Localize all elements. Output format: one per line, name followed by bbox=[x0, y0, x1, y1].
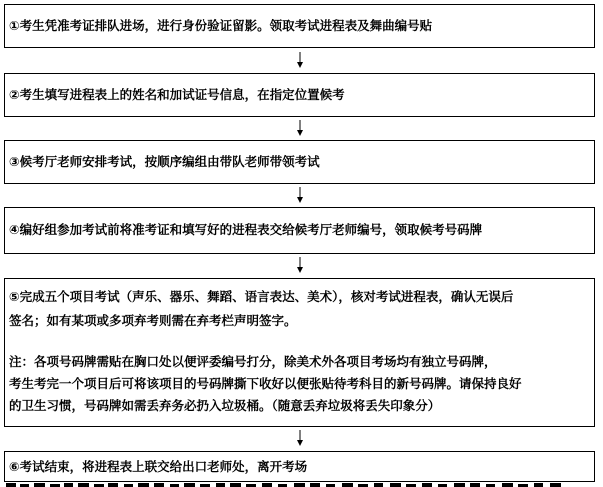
step-text-5-line2: 签名；如有某项或多项弃考则需在弃考栏声明签字。 bbox=[9, 313, 297, 328]
step-text-1: ①考生凭准考证排队进场，进行身份验证留影。领取考试进程表及舞曲编号贴 bbox=[9, 18, 433, 33]
step-box-3 bbox=[4, 140, 595, 184]
step-text-4: ④编好组参加考试前将准考证和填写好的进程表交给候考厅老师编号，领取候考号码牌 bbox=[9, 222, 483, 237]
down-arrow-icon bbox=[294, 52, 306, 69]
step-text-6: ⑥考试结束，将进程表上联交给出口老师处，离开考场 bbox=[9, 459, 308, 474]
step-box-6 bbox=[4, 451, 595, 482]
step-text-3: ③候考厅老师安排考试，按顺序编组由带队老师带领考试 bbox=[9, 154, 320, 169]
down-arrow-icon bbox=[294, 187, 306, 204]
note-line-1: 注：各项号码牌需贴在胸口处以便评委编号打分，除美术外各项目考场均有独立号码牌， bbox=[9, 354, 497, 369]
note-line-2: 考生考完一个项目后可将该项目的号码牌撕下收好以便张贴待考科目的新号码牌。请保持良好 bbox=[9, 376, 522, 391]
cutoff-text-fragment bbox=[4, 481, 595, 487]
down-arrow-icon bbox=[294, 430, 306, 447]
note-line-3: 的卫生习惯，号码牌如需丢弃务必扔入垃圾桶。（随意丢弃垃圾将丢失印象分） bbox=[9, 398, 441, 413]
down-arrow-icon bbox=[294, 120, 306, 137]
step-box-4 bbox=[4, 207, 595, 254]
step-box-1 bbox=[4, 4, 595, 48]
step-text-2: ②考生填写进程表上的姓名和加试证号信息，在指定位置候考 bbox=[9, 87, 345, 102]
step-box-5 bbox=[4, 278, 595, 427]
step-text-5-line1: ⑤完成五个项目考试（声乐、器乐、舞蹈、语言表达、美术），核对考试进程表，确认无误后 bbox=[9, 289, 514, 304]
down-arrow-icon bbox=[294, 257, 306, 274]
step-box-2 bbox=[4, 73, 595, 117]
